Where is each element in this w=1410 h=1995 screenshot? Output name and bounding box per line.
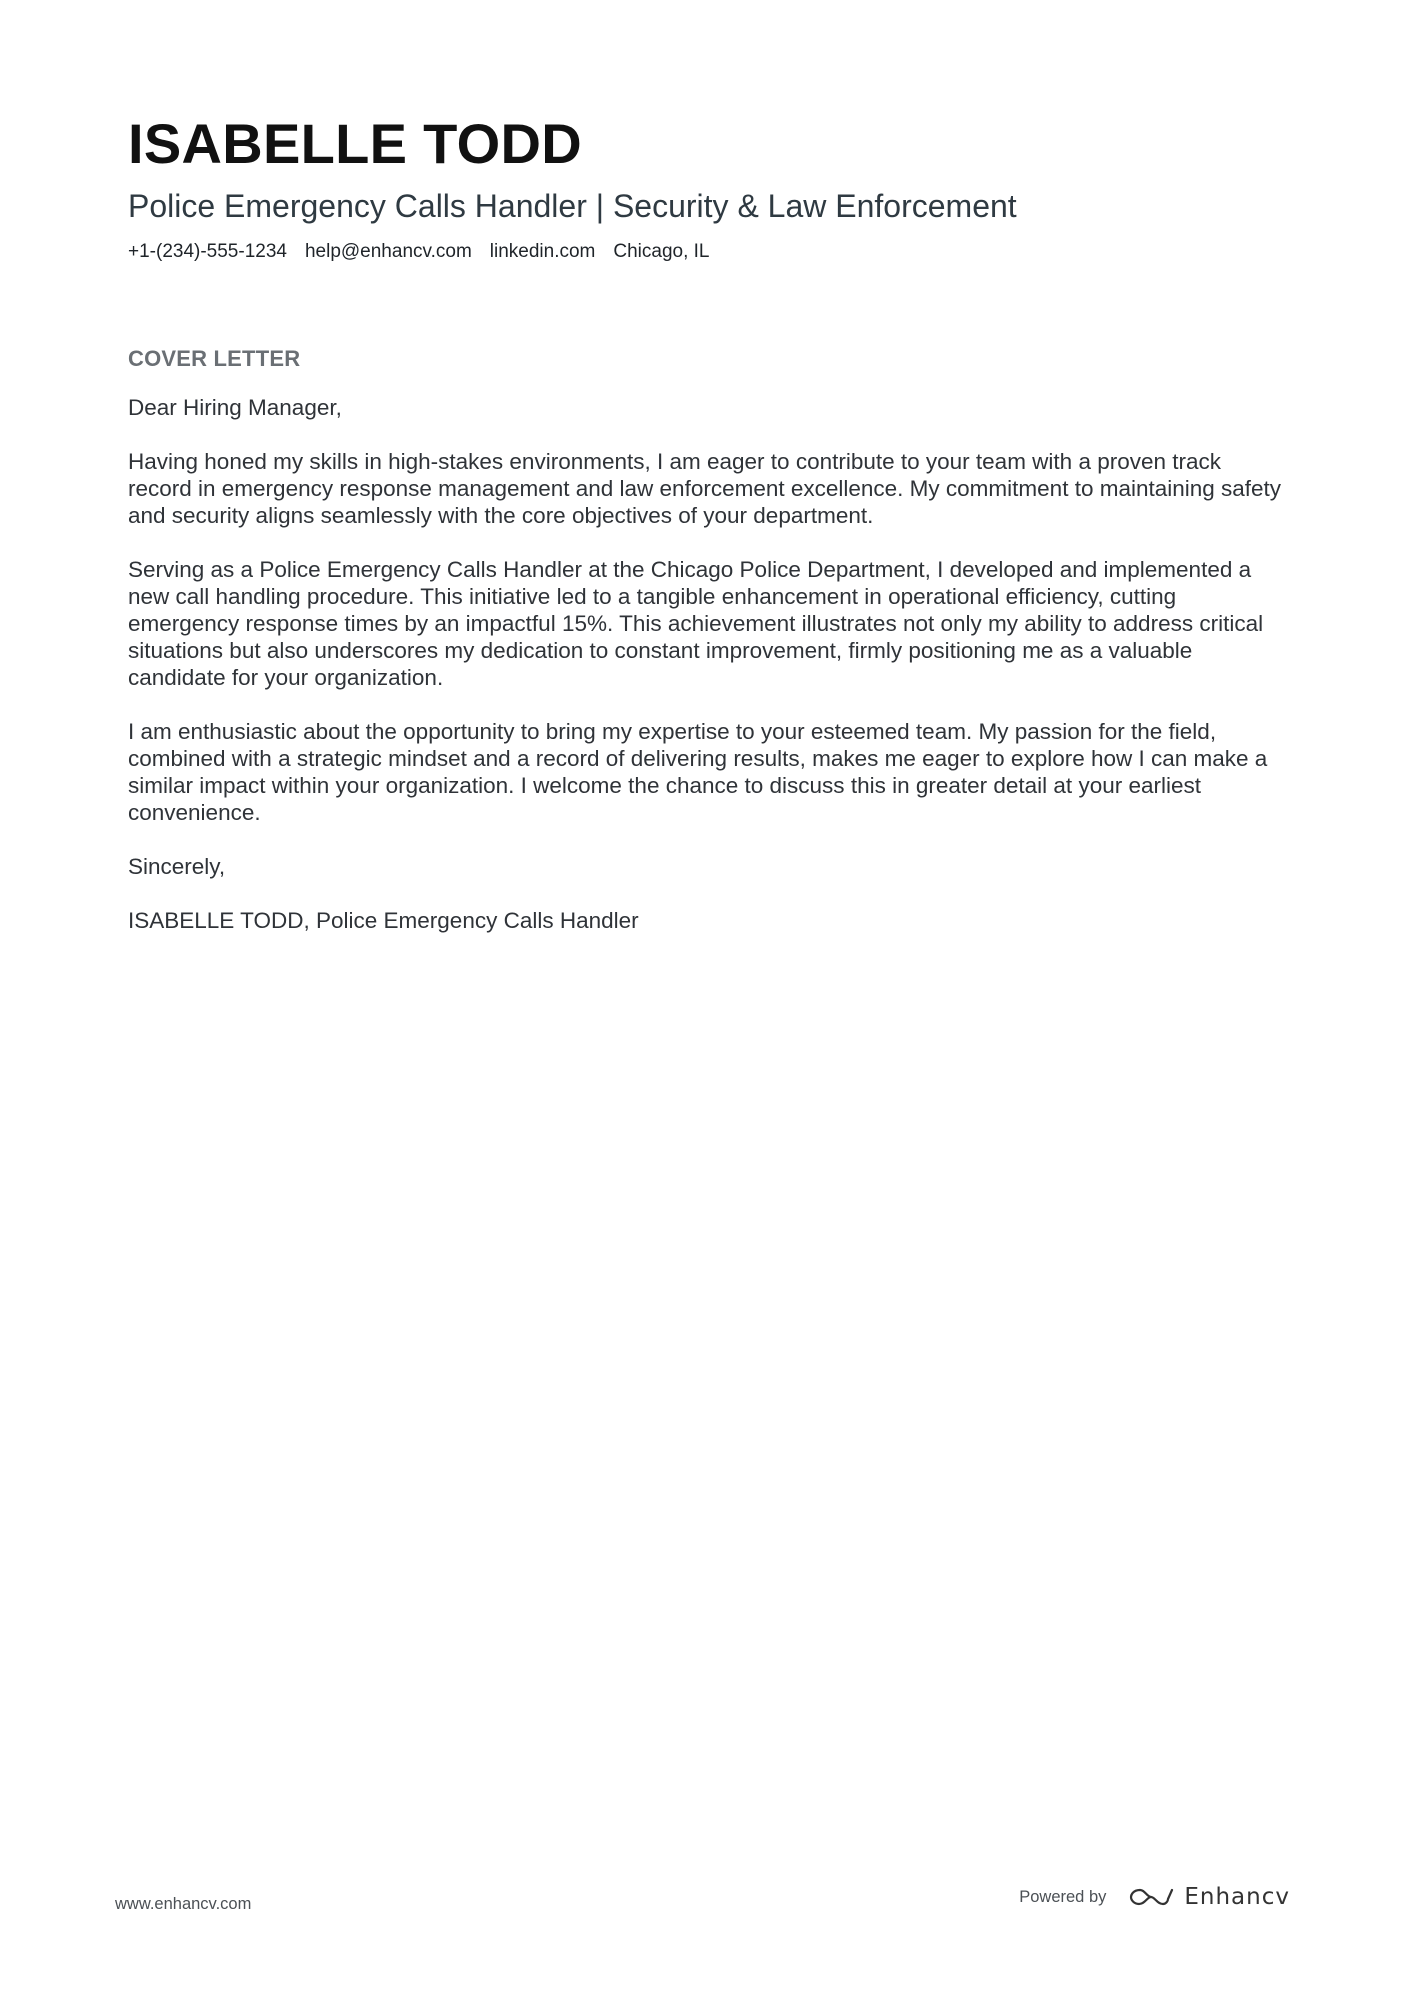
paragraph-intro: Having honed my skills in high-stakes environments, I am eager to contribute to your team with a proven track record in emergency response management and law enforcement excellence. My commitment to maintaining safety and security aligns seamlessly with the core objectives of your department. [128, 449, 1282, 528]
candidate-title: Police Emergency Calls Handler | Security & Law Enforcement [128, 188, 1017, 224]
resume-header [128, 112, 1288, 264]
brand [1128, 1883, 1290, 1911]
contact-email: help@enhancv.com [304, 241, 472, 262]
contact-info [128, 240, 1288, 264]
closing: Sincerely, [128, 854, 226, 879]
contact-linkedin: linkedin.com [489, 241, 596, 262]
powered-by-label: Powered by [1019, 1888, 1107, 1906]
footer-website: www.enhancv.com [115, 1895, 252, 1913]
section-title: COVER LETTER [128, 346, 301, 371]
contact-location: Chicago, IL [613, 241, 710, 262]
paragraph-conclusion: I am enthusiastic about the opportunity to bring my expertise to your esteemed team. My passion for the field, combined with a strategic mindset and a record of delivering results, makes me eager to explore how I can make a similar impact within your organization. I welcome the chance to discuss this in greater detail at your earliest convenience. [128, 719, 1268, 825]
footer-branding [1019, 1883, 1290, 1911]
enhancv-logo-icon [1128, 1885, 1174, 1909]
cover-letter-body [128, 344, 1290, 934]
signature: ISABELLE TODD, Police Emergency Calls Handler [128, 908, 639, 933]
paragraph-experience: Serving as a Police Emergency Calls Handler at the Chicago Police Department, I developed and implemented a new call handling procedure. This initiative led to a tangible enhancement in operational efficiency, cutting emergency response times by an impactful 15%. This achievement illustrates not only my ability to address critical situations but also underscores my dedication to constant improvement, firmly positioning me as a valuable candidate for your organization. [128, 557, 1264, 690]
salutation: Dear Hiring Manager, [128, 395, 342, 420]
brand-name: Enhancv [1184, 1884, 1290, 1910]
contact-phone: +1-(234)-555-1234 [128, 241, 287, 262]
candidate-name: ISABELLE TODD [128, 112, 583, 175]
